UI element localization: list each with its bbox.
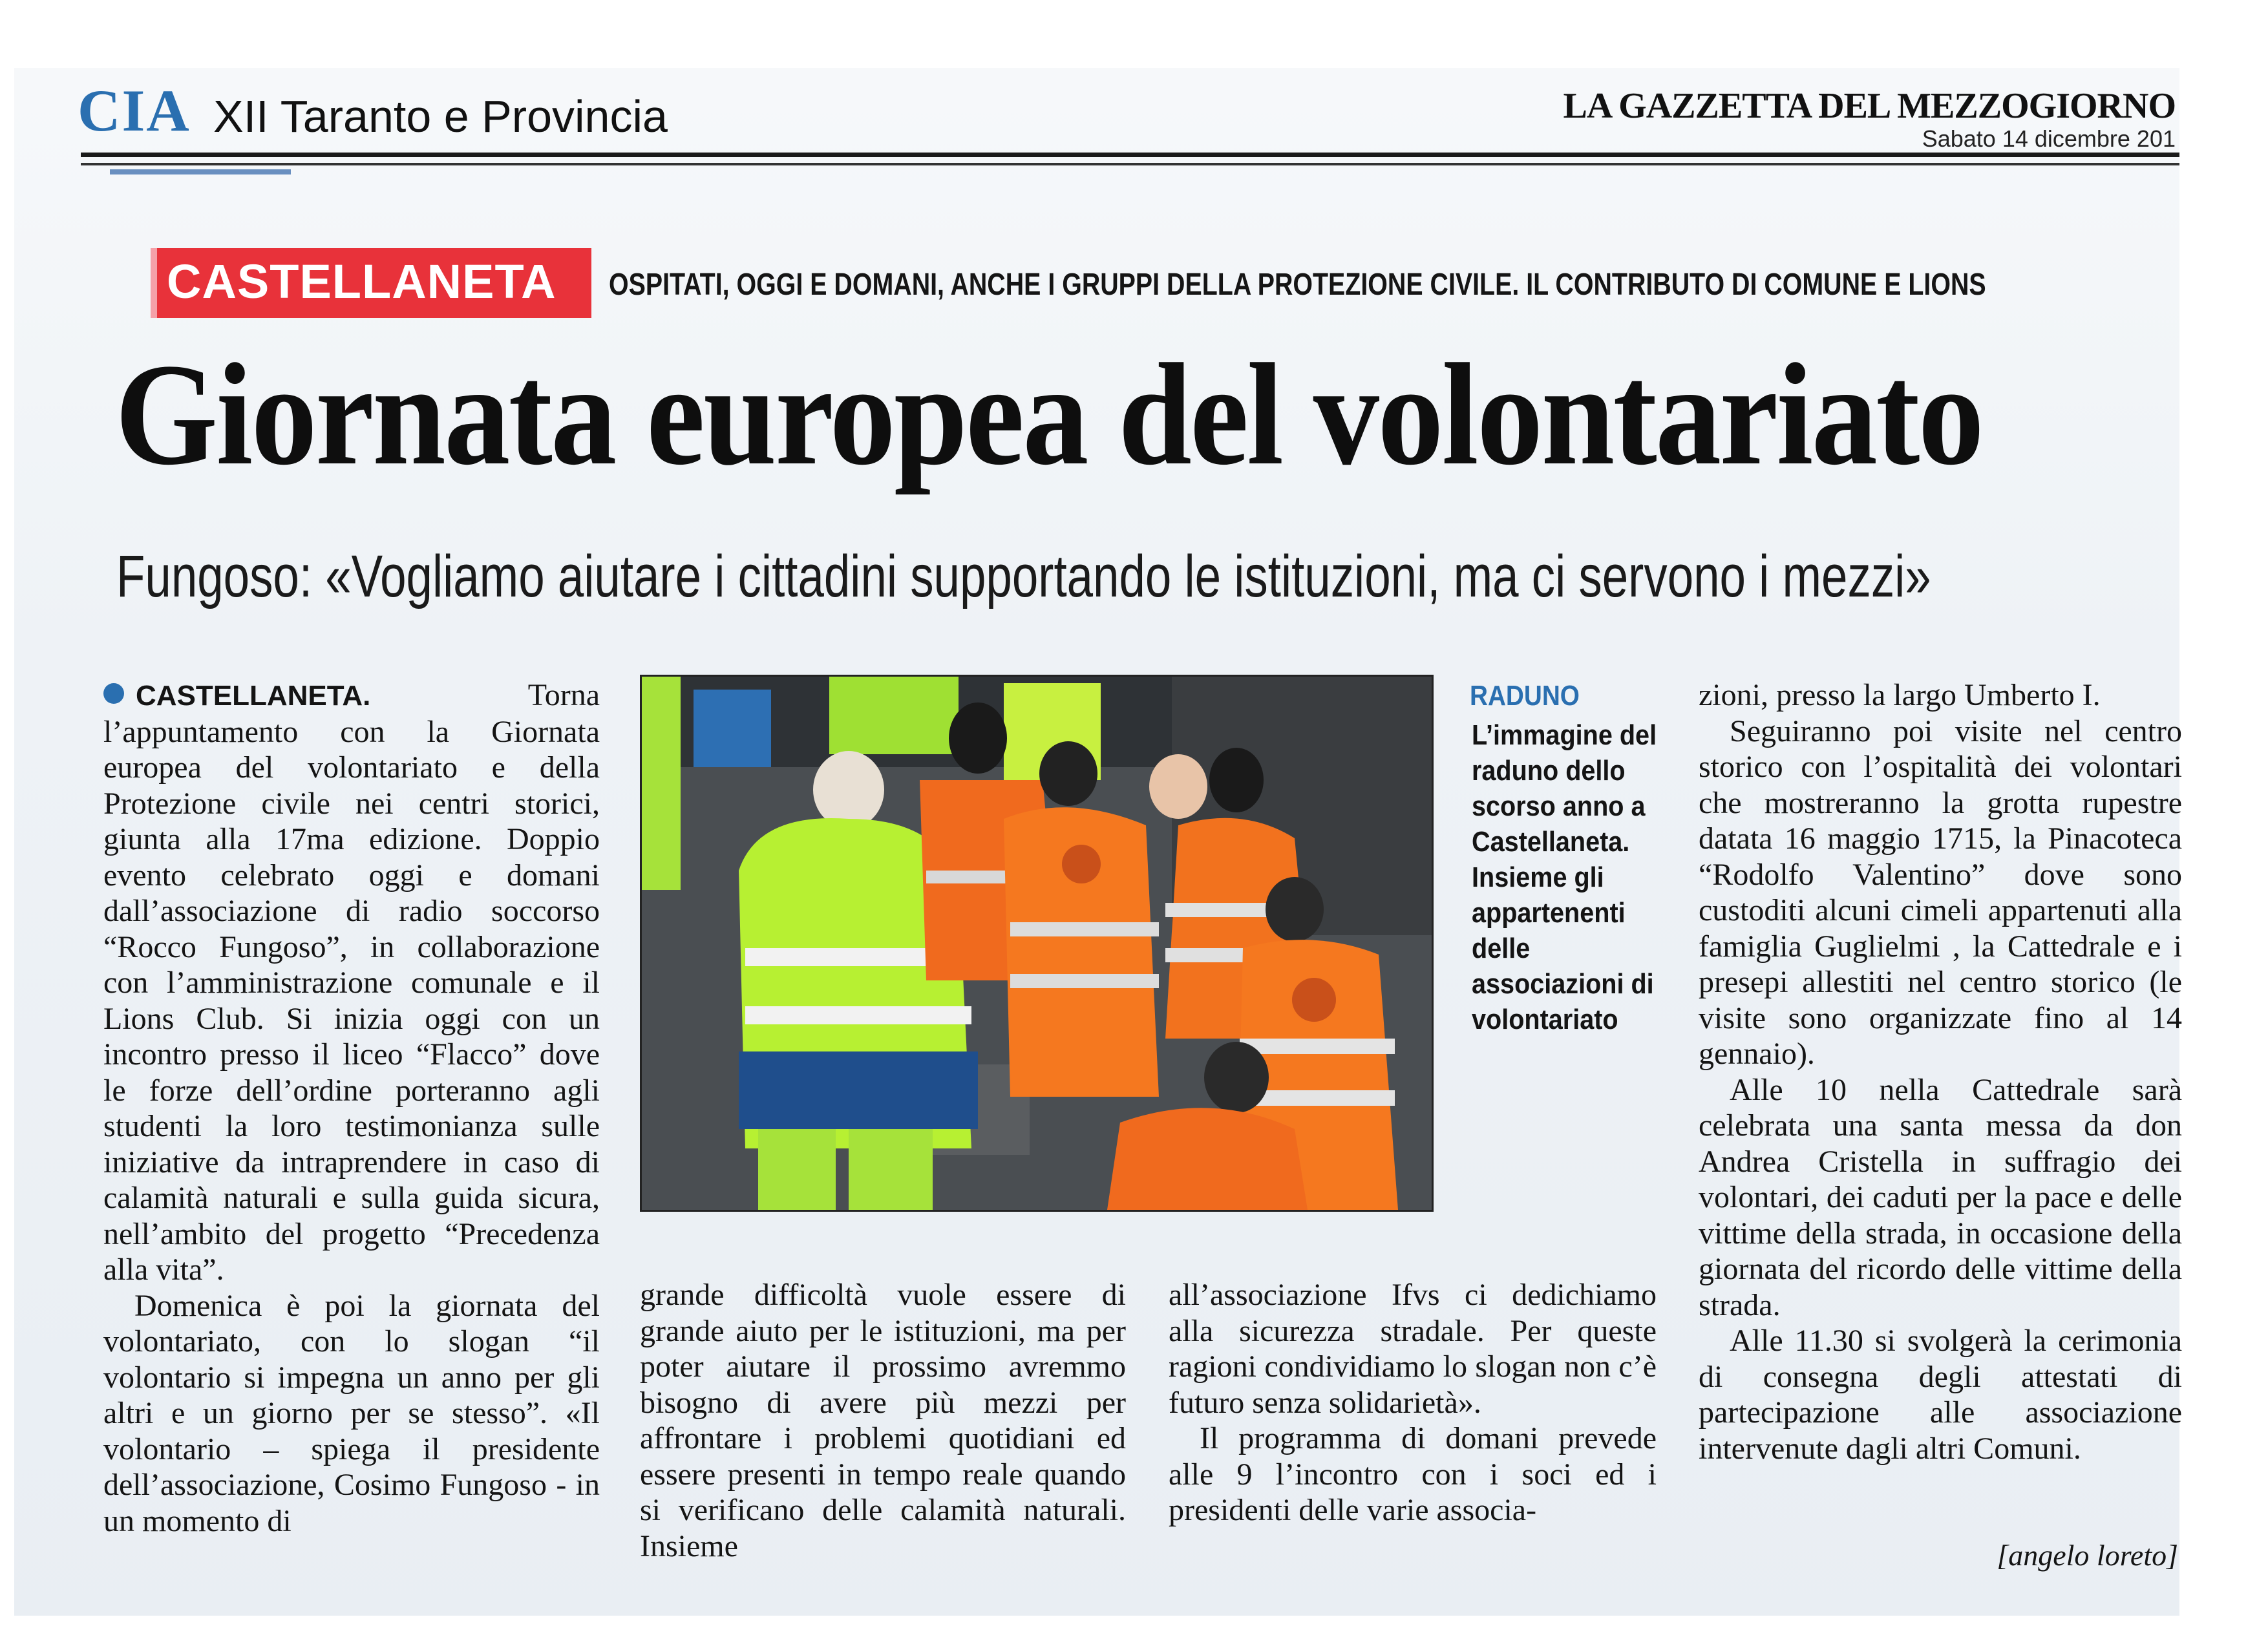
article-column-4 bbox=[1699, 677, 2182, 1466]
article-column-2 bbox=[640, 1277, 1126, 1564]
scan-margin-top bbox=[0, 0, 2268, 68]
page-section-title: XII Taranto e Provincia bbox=[213, 91, 668, 142]
article-paragraph: all’associazione Ifvs ci dedichiamo alla sicurezza stradale. Per queste ragioni condividiamo lo slogan non c’è futuro senza solidarietà». bbox=[1169, 1278, 1657, 1420]
scan-margin-right bbox=[2179, 0, 2268, 1648]
scan-margin-bottom bbox=[0, 1616, 2268, 1648]
article-paragraph: Seguiranno poi visite nel centro storico con l’ospitalità dei volontari che mostreranno la grotta rupestre datata 16 maggio 1715, la Pinacoteca “Rodolfo Valentino” dove sono custoditi alcuni cimeli appartenuti alla famiglia Guglielmi , la Cattedrale e i presepi allestiti nel centro storico (le visite sono organizzate fino al 14 gennaio). bbox=[1699, 713, 2182, 1071]
bullet-dot-icon bbox=[103, 683, 124, 704]
article-paragraph: Alle 10 nella Cattedrale sarà celebrata una santa messa da don Andrea Cristella in suffragio dei volontari, dei caduti per la pace e delle vittime della strada, in occasione della giornata del ricordo delle vittime della strada. bbox=[1699, 1072, 2182, 1322]
byline: [angelo loreto] bbox=[1997, 1539, 2178, 1572]
headline: Giornata europea del volontariato bbox=[115, 333, 1983, 495]
newspaper-masthead: LA GAZZETTA DEL MEZZOGIORNO bbox=[1563, 86, 2176, 126]
article-paragraph: Il programma di domani prevede alle 9 l’incontro con i soci ed i presidenti delle varie associa- bbox=[1169, 1421, 1657, 1527]
article-column-1 bbox=[103, 677, 600, 1539]
article-paragraph: zioni, presso la largo Umberto I. bbox=[1699, 678, 2101, 712]
dateline: CASTELLANETA. bbox=[136, 680, 371, 712]
kicker-location: CASTELLANETA bbox=[167, 255, 556, 308]
article-paragraph: Alle 11.30 si svolgerà la cerimonia di consegna degli attestati di partecipazione alle associazione intervenute dagli altri Comuni. bbox=[1699, 1324, 2182, 1466]
article-column-3 bbox=[1169, 1277, 1657, 1528]
volunteers-photo bbox=[640, 675, 1434, 1212]
header-rule bbox=[81, 153, 2179, 157]
scan-margin-left bbox=[0, 0, 14, 1648]
kicker-summary: OSPITATI, OGGI E DOMANI, ANCHE I GRUPPI DELLA PROTEZIONE CIVILE. IL CONTRIBUTO DI COMUNE E LIONS bbox=[609, 268, 1986, 302]
article-paragraph: grande difficoltà vuole essere di grande aiuto per le istituzioni, ma per poter aiutare il prossimo avremmo bisogno di avere più mezzi per affrontare i problemi quotidiani ed essere presenti in tempo reale quando si verificano delle calamità naturali. Insieme bbox=[640, 1278, 1126, 1563]
photo-caption: L’immagine del raduno dello scorso anno a Castellaneta. Insieme gli appartenenti delle associazioni di volontariato bbox=[1472, 719, 1657, 1035]
caption-kicker: RADUNO bbox=[1470, 680, 1580, 712]
header-accent-rule bbox=[110, 169, 291, 174]
article-paragraph bbox=[103, 677, 600, 1288]
section-name-fragment: CIA bbox=[78, 78, 191, 143]
header-rule-thin bbox=[81, 163, 2179, 165]
photo-illustration bbox=[642, 677, 1432, 1210]
issue-date: Sabato 14 dicembre 201 bbox=[1922, 125, 2176, 152]
article-text: Torna l’appuntamento con la Giornata europea del volontariato e della Protezione civile nei centri storici, giunta alla 17ma edizione. Doppio evento celebrato oggi e domani dall’associazione di radio soccorso “Rocco Fungoso”, in collaborazione con l’amministrazione comunale e il Lions Club. Si inizia oggi con un incontro presso il liceo “Flacco” dove le forze dell’ordine porteranno agli studenti la loro testimonianza sulle iniziative da intraprendere in caso di calamità naturali e sulla guida sicura, nell’ambito del progetto “Precedenza alla vita”. bbox=[103, 678, 600, 1287]
subheadline: Fungoso: «Vogliamo aiutare i cittadini supportando le istituzioni, ma ci servono i mezzi» bbox=[116, 544, 1931, 609]
article-paragraph: Domenica è poi la giornata del volontariato, con lo slogan “il volontario si impegna un anno per gli altri e un giorno per se stesso”. «Il volontario – spiega il presidente dell’associazione, Cosimo Fungoso - in un momento di bbox=[103, 1288, 600, 1538]
